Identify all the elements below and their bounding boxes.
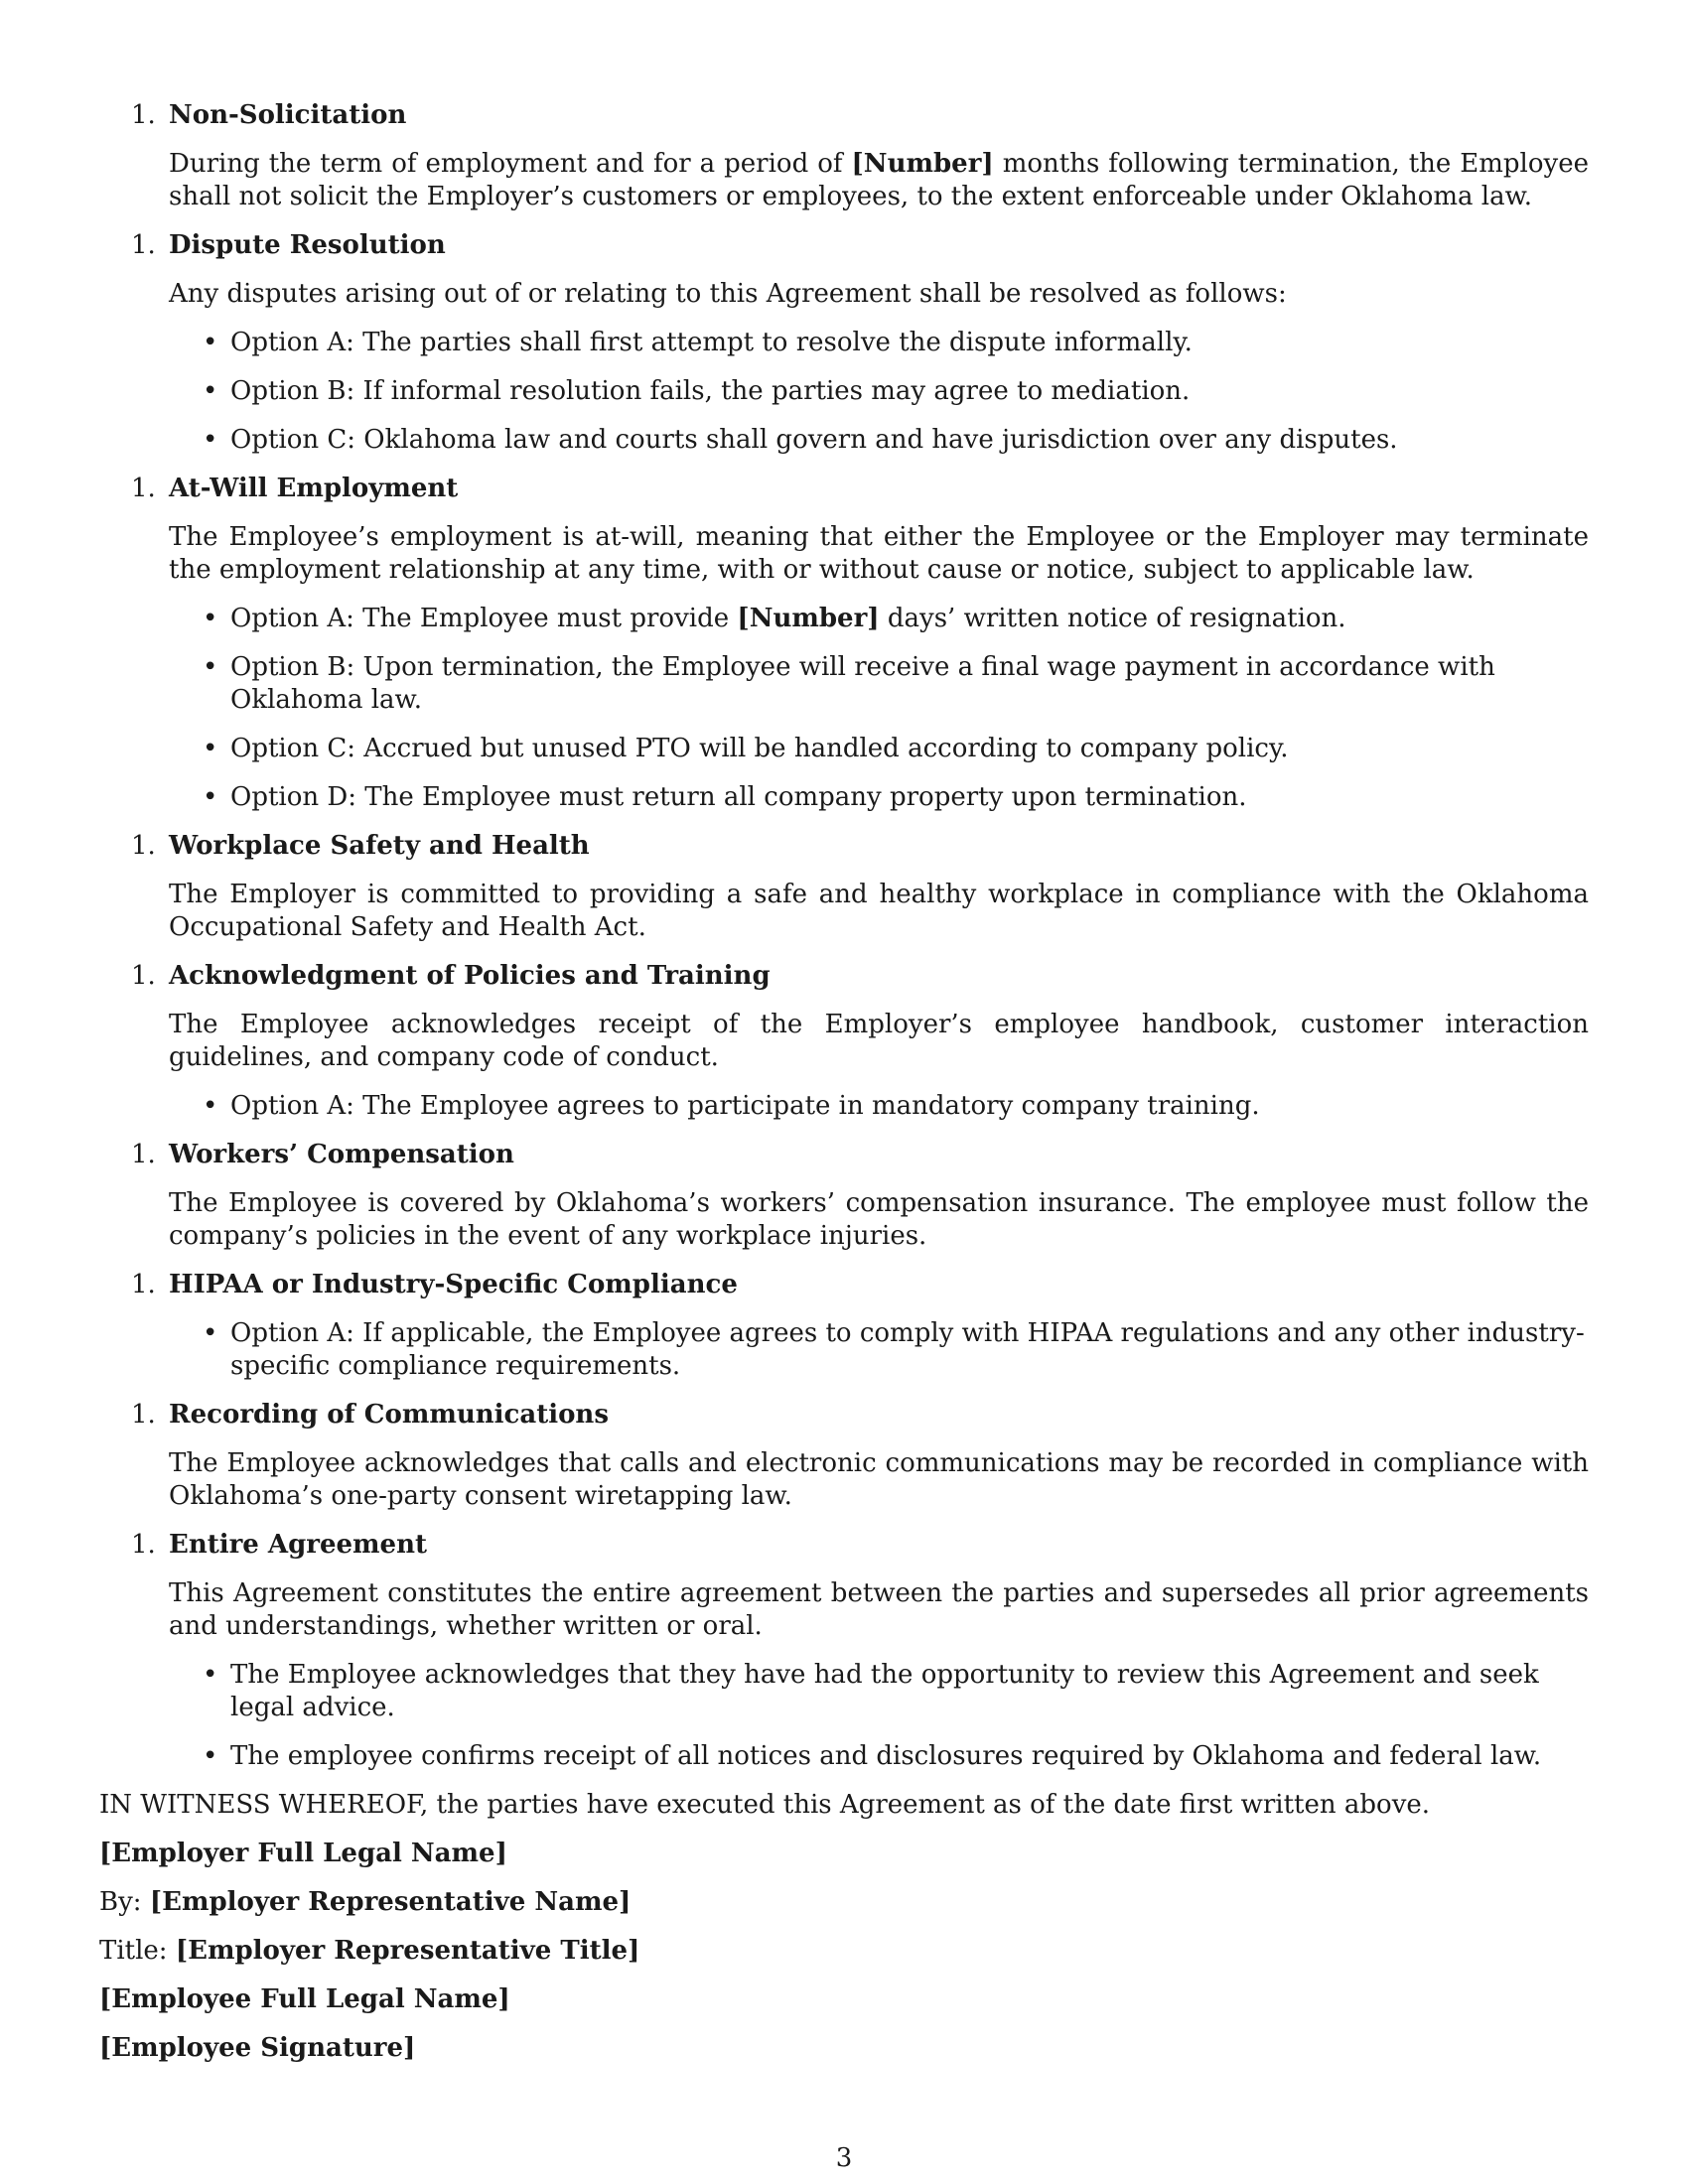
option-text: Option D: The Employee must return all company property upon termination. [230, 782, 1247, 812]
list-item [203, 375, 1589, 408]
option-list [99, 603, 1589, 814]
section-heading [99, 830, 1589, 863]
section-body: The Employee’s employment is at-will, meaning that either the Employee or the Employer may terminate the employment relationship at any time, with or without cause or notice, subject to applicable law. [169, 522, 1589, 585]
section-title: Entire Agreement [169, 1530, 427, 1560]
option-list [99, 1090, 1589, 1123]
section-title: Recording of Communications [169, 1400, 609, 1430]
list-item [203, 1317, 1589, 1383]
section-recording-communications [99, 1399, 1589, 1513]
section-heading [99, 473, 1589, 505]
option-text: The Employee acknowledges that they have had the opportunity to review this Agreement and seek legal advice. [230, 1660, 1539, 1722]
section-title: Non-Solicitation [169, 100, 407, 130]
bullet-icon: • [203, 652, 218, 682]
page-number: 3 [835, 2143, 853, 2173]
list-item [203, 424, 1589, 457]
employer-name-placeholder: [Employer Full Legal Name] [99, 1839, 507, 1868]
section-body: The Employee acknowledges that calls and electronic communications may be recorded in compliance with Oklahoma’s one-party consent wiretapping law. [169, 1448, 1589, 1511]
section-title: Workers’ Compensation [169, 1140, 514, 1169]
employee-signature-placeholder: [Employee Signature] [99, 2033, 416, 2063]
section-number: 1. [131, 230, 156, 260]
section-body [99, 148, 1589, 213]
option-text: Option C: Oklahoma law and courts shall govern and have jurisdiction over any disputes. [230, 425, 1398, 455]
rep-title-placeholder: [Employer Representative Title] [175, 1936, 640, 1966]
section-hipaa-compliance [99, 1269, 1589, 1383]
section-heading [99, 1269, 1589, 1301]
option-text: Option A: The Employee agrees to participate in mandatory company training. [230, 1091, 1260, 1121]
by-label: By: [99, 1887, 142, 1917]
section-heading [99, 1529, 1589, 1562]
bullet-icon: • [203, 604, 218, 633]
document-page [99, 99, 1589, 2081]
section-number: 1. [131, 474, 156, 503]
number-placeholder: [Number] [851, 149, 994, 179]
section-at-will-employment [99, 473, 1589, 814]
option-text: Option B: If informal resolution fails, the parties may agree to mediation. [230, 376, 1191, 406]
bullet-icon: • [203, 328, 218, 357]
list-item [203, 1740, 1589, 1773]
section-body: The Employer is committed to providing a safe and healthy workplace in compliance with the Oklahoma Occupational Safety and Health Act. [169, 880, 1589, 942]
section-title: At-Will Employment [169, 474, 459, 503]
section-number: 1. [131, 1400, 156, 1430]
list-item [203, 1659, 1589, 1724]
section-body: The Employee is covered by Oklahoma’s workers’ compensation insurance. The employee must follow the company’s policies in the event of any workplace injuries. [169, 1188, 1589, 1251]
section-title: HIPAA or Industry-Specific Compliance [169, 1270, 738, 1299]
option-text: Option C: Accrued but unused PTO will be handled according to company policy. [230, 734, 1289, 763]
number-placeholder: [Number] [737, 604, 880, 633]
bullet-icon: • [203, 734, 218, 763]
section-heading [99, 99, 1589, 132]
section-number: 1. [131, 961, 156, 991]
option-list [99, 327, 1589, 457]
option-text: Option A: The parties shall first attempt to resolve the dispute informally. [230, 328, 1193, 357]
section-body: This Agreement constitutes the entire agreement between the parties and supersedes all prior agreements and understandings, whether written or oral. [169, 1578, 1589, 1641]
list-item [203, 651, 1589, 717]
employer-title-line [99, 1935, 1589, 1968]
section-acknowledgment [99, 960, 1589, 1123]
section-heading [99, 960, 1589, 993]
section-heading [99, 229, 1589, 262]
section-title: Dispute Resolution [169, 230, 446, 260]
employee-name-placeholder: [Employee Full Legal Name] [99, 1984, 510, 2014]
option-text: Option A: The Employee must provide [230, 604, 738, 633]
list-item [203, 781, 1589, 814]
title-label: Title: [99, 1936, 168, 1966]
body-text: During the term of employment and for a period of [169, 149, 852, 179]
option-list [99, 1659, 1589, 1773]
bullet-icon: • [203, 1091, 218, 1121]
section-number: 1. [131, 831, 156, 861]
bullet-icon: • [203, 1741, 218, 1771]
option-text: The employee confirms receipt of all notices and disclosures required by Oklahoma and federal law. [230, 1741, 1542, 1771]
list-item [203, 603, 1589, 635]
section-title: Workplace Safety and Health [169, 831, 590, 861]
list-item [203, 733, 1589, 765]
section-dispute-resolution [99, 229, 1589, 457]
option-list [99, 1317, 1589, 1383]
section-workplace-safety [99, 830, 1589, 944]
bullet-icon: • [203, 425, 218, 455]
section-body: Any disputes arising out of or relating to this Agreement shall be resolved as follows: [169, 279, 1287, 309]
section-entire-agreement [99, 1529, 1589, 1773]
section-number: 1. [131, 1530, 156, 1560]
list-item [203, 1090, 1589, 1123]
section-heading [99, 1139, 1589, 1171]
section-title: Acknowledgment of Policies and Training [169, 961, 771, 991]
bullet-icon: • [203, 1660, 218, 1690]
section-workers-compensation [99, 1139, 1589, 1253]
list-item [203, 327, 1589, 359]
section-number: 1. [131, 100, 156, 130]
rep-name-placeholder: [Employer Representative Name] [149, 1887, 632, 1917]
witness-statement: IN WITNESS WHEREOF, the parties have executed this Agreement as of the date first written above. [99, 1790, 1431, 1820]
section-number: 1. [131, 1140, 156, 1169]
section-number: 1. [131, 1270, 156, 1299]
section-body: The Employee acknowledges receipt of the Employer’s employee handbook, customer interaction guidelines, and company code of conduct. [169, 1010, 1589, 1072]
section-heading [99, 1399, 1589, 1432]
bullet-icon: • [203, 782, 218, 812]
bullet-icon: • [203, 376, 218, 406]
option-text: Option B: Upon termination, the Employee will receive a final wage payment in accordance with Oklahoma law. [230, 652, 1495, 715]
employer-by-line [99, 1886, 1589, 1919]
option-text: days’ written notice of resignation. [879, 604, 1346, 633]
option-text: Option A: If applicable, the Employee agrees to comply with HIPAA regulations and any other industry-specific compliance requirements. [230, 1318, 1585, 1381]
bullet-icon: • [203, 1318, 218, 1348]
body-text: months following termination, the Employee shall not solicit the Employer’s customers or employees, to the extent enforceable under Oklahoma law. [169, 149, 1589, 211]
section-non-solicitation [99, 99, 1589, 213]
